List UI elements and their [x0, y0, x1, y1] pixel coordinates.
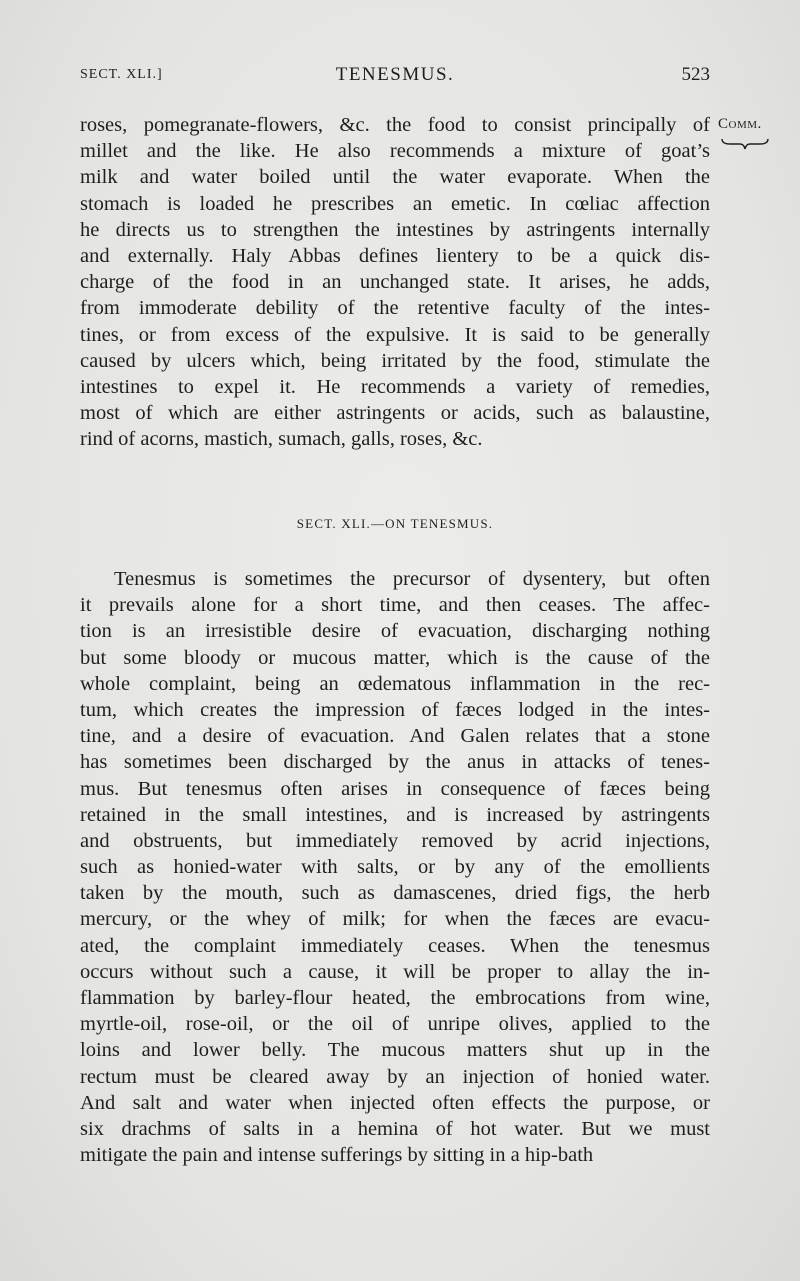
- text-line: charge of the food in an unchanged state. It arises, he adds,: [80, 271, 710, 294]
- text-line: loins and lower belly. The mucous matters shut up in the: [80, 1039, 710, 1062]
- text-line: it prevails alone for a short time, and then ceases. The affec-: [80, 594, 710, 617]
- text-line: tion is an irresistible desire of evacuation, discharging nothing: [80, 620, 710, 643]
- text-line: tine, and a desire of evacuation. And Galen relates that a stone: [80, 725, 710, 748]
- text-line: milk and water boiled until the water evaporate. When the: [80, 166, 710, 189]
- text-line: retained in the small intestines, and is increased by astringents: [80, 803, 710, 826]
- text-line: such as honied-water with salts, or by any of the emollients: [80, 856, 710, 879]
- text-line: myrtle-oil, rose-oil, or the oil of unripe olives, applied to the: [80, 1013, 710, 1036]
- text-line: has sometimes been discharged by the anus in attacks of tenes-: [80, 751, 710, 774]
- text-line: whole complaint, being an œdematous inflammation in the rec-: [80, 672, 710, 695]
- text-line: intestines to expel it. He recommends a variety of remedies,: [80, 375, 710, 398]
- section-title: SECT. XLI.—ON TENESMUS.: [296, 516, 494, 531]
- text-line: and externally. Haly Abbas defines lientery to be a quick dis-: [80, 244, 710, 267]
- text-line: tines, or from excess of the expulsive. It is said to be generally: [80, 323, 710, 346]
- text-line: mus. But tenesmus often arises in consequence of fæces being: [80, 777, 710, 800]
- brace-icon: [720, 137, 770, 151]
- text-line: mitigate the pain and intense sufferings by sitting in a hip-bath: [80, 1144, 594, 1167]
- text-line: Tenesmus is sometimes the precursor of dysentery, but often: [114, 568, 710, 590]
- text-line: and obstruents, but immediately removed by acrid injections,: [80, 829, 710, 852]
- text-line: caused by ulcers which, being irritated by the food, stimulate the: [80, 349, 710, 372]
- page-number: 523: [681, 64, 710, 85]
- text-line: mercury, or the whey of milk; for when the fæces are evacu-: [80, 908, 710, 931]
- text-line: taken by the mouth, such as damascenes, dried figs, the herb: [80, 882, 710, 905]
- running-header: [80, 64, 710, 88]
- text-line: six drachms of salts in a hemina of hot water. But we must: [80, 1117, 710, 1140]
- text-line: tum, which creates the impression of fæces lodged in the intes-: [80, 698, 710, 721]
- text-line: from immoderate debility of the retentive faculty of the intes-: [80, 297, 710, 320]
- text-line: flammation by barley-flour heated, the embrocations from wine,: [80, 987, 710, 1009]
- paragraph-commentary: [80, 112, 710, 452]
- text-line: occurs without such a cause, it will be proper to allay the in-: [80, 960, 710, 983]
- text-line: he directs us to strengthen the intestines by astringents internally: [80, 218, 710, 241]
- text-line: ated, the complaint immediately ceases. When the tenesmus: [80, 934, 710, 957]
- text-line: roses, pomegranate-flowers, &c. the food to consist principally of: [80, 114, 710, 136]
- text-line: most of which are either astringents or acids, such as balaustine,: [80, 402, 710, 425]
- header-title: TENESMUS.: [335, 64, 455, 85]
- text-line: And salt and water when injected often effects the purpose, or: [80, 1091, 710, 1114]
- text-line: rind of acorns, mastich, sumach, galls, roses, &c.: [80, 428, 483, 451]
- margin-note: Comm.: [718, 116, 762, 132]
- text-line: rectum must be cleared away by an injection of honied water.: [80, 1065, 710, 1088]
- header-section: SECT. XLI.]: [80, 67, 163, 82]
- text-line: but some bloody or mucous matter, which is the cause of the: [80, 646, 710, 669]
- paragraph-tenesmus: [80, 566, 710, 1168]
- text-line: stomach is loaded he prescribes an emetic. In cœliac affection: [80, 192, 710, 215]
- text-line: millet and the like. He also recommends a mixture of goat’s: [80, 140, 710, 163]
